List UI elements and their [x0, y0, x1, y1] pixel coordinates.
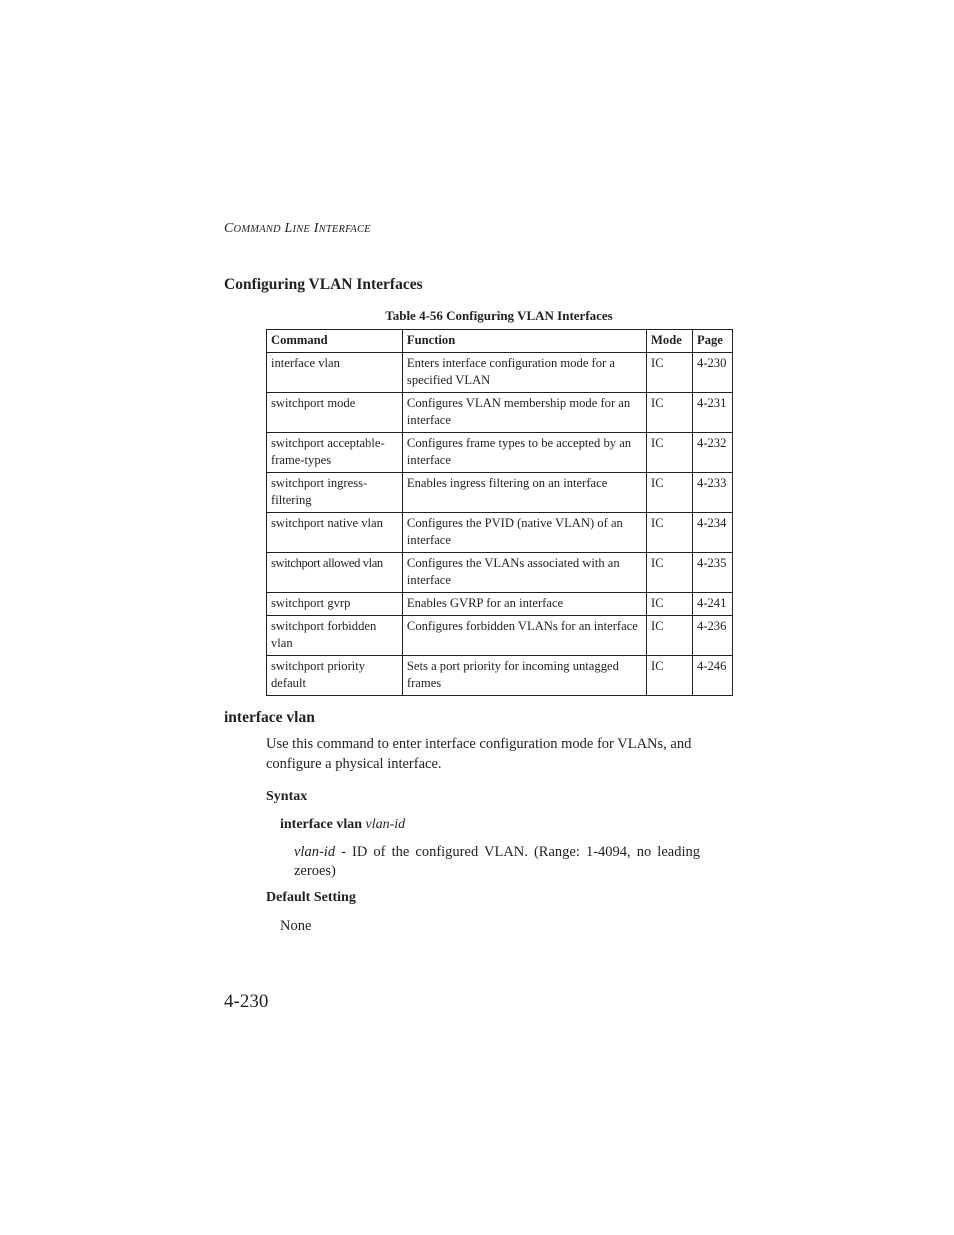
default-setting-value: None [280, 918, 312, 934]
cell-page: 4-232 [693, 433, 733, 473]
cell-function: Configures forbidden VLANs for an interface [402, 616, 646, 656]
cell-function: Configures the VLANs associated with an interface [402, 553, 646, 593]
cell-command: switchport priority default [267, 656, 403, 696]
cell-mode: IC [647, 513, 693, 553]
cell-function: Enables GVRP for an interface [402, 593, 646, 616]
cell-page: 4-241 [693, 593, 733, 616]
cell-page: 4-246 [693, 656, 733, 696]
cell-function: Enters interface configuration mode for a specified VLAN [402, 353, 646, 393]
cell-function: Sets a port priority for incoming untagged frames [402, 656, 646, 696]
header-smallcaps: OMMAND [233, 224, 281, 235]
cell-mode: IC [647, 553, 693, 593]
command-table [266, 329, 733, 696]
cell-command: switchport acceptable-frame-types [267, 433, 403, 473]
cell-command: interface vlan [267, 353, 403, 393]
cell-mode: IC [647, 616, 693, 656]
header-function: Function [402, 330, 646, 353]
cell-function: Configures the PVID (native VLAN) of an interface [402, 513, 646, 553]
table-row [267, 656, 733, 696]
table-row [267, 616, 733, 656]
cell-command: switchport forbidden vlan [267, 616, 403, 656]
param-name: vlan-id [294, 844, 336, 860]
cell-command: switchport allowed vlan [267, 553, 403, 593]
parameter-description [294, 843, 700, 881]
param-text: - ID of the configured VLAN. (Range: 1-4094, no leading zeroes) [294, 844, 700, 879]
cell-function: Enables ingress filtering on an interface [402, 473, 646, 513]
table-row [267, 513, 733, 553]
table-row [267, 593, 733, 616]
header-letter: I [313, 221, 319, 236]
cell-mode: IC [647, 353, 693, 393]
header-smallcaps: NTERFACE [318, 224, 371, 235]
cell-page: 4-236 [693, 616, 733, 656]
table-row [267, 393, 733, 433]
syntax-command: interface vlan [280, 817, 363, 832]
header-letter: L [284, 221, 293, 236]
cell-command: switchport mode [267, 393, 403, 433]
table-header-row [267, 330, 733, 353]
cell-command: switchport native vlan [267, 513, 403, 553]
cell-page: 4-231 [693, 393, 733, 433]
header-letter: C [224, 221, 234, 236]
cell-mode: IC [647, 393, 693, 433]
table-row [267, 353, 733, 393]
table-row [267, 433, 733, 473]
cell-page: 4-234 [693, 513, 733, 553]
command-heading: interface vlan [224, 709, 315, 726]
syntax-label: Syntax [266, 789, 308, 804]
table-row [267, 553, 733, 593]
cell-function: Configures VLAN membership mode for an interface [402, 393, 646, 433]
syntax-param: vlan-id [365, 817, 406, 832]
table-row [267, 473, 733, 513]
cell-mode: IC [647, 433, 693, 473]
default-setting-label: Default Setting [266, 890, 356, 905]
page-number: 4-230 [224, 991, 269, 1012]
running-header [224, 221, 371, 237]
table-caption: Table 4-56 Configuring VLAN Interfaces [385, 308, 613, 323]
header-command: Command [267, 330, 403, 353]
cell-mode: IC [647, 593, 693, 616]
header-page: Page [693, 330, 733, 353]
header-mode: Mode [647, 330, 693, 353]
cell-page: 4-235 [693, 553, 733, 593]
cell-command: switchport gvrp [267, 593, 403, 616]
cell-mode: IC [647, 473, 693, 513]
cell-page: 4-233 [693, 473, 733, 513]
header-smallcaps: INE [292, 224, 311, 235]
command-description: Use this command to enter interface configuration mode for VLANs, and configure a physical interface. [266, 736, 692, 772]
section-title: Configuring VLAN Interfaces [224, 276, 423, 293]
cell-mode: IC [647, 656, 693, 696]
cell-command: switchport ingress-filtering [267, 473, 403, 513]
syntax-line [280, 817, 405, 833]
cell-function: Configures frame types to be accepted by an interface [402, 433, 646, 473]
cell-page: 4-230 [693, 353, 733, 393]
